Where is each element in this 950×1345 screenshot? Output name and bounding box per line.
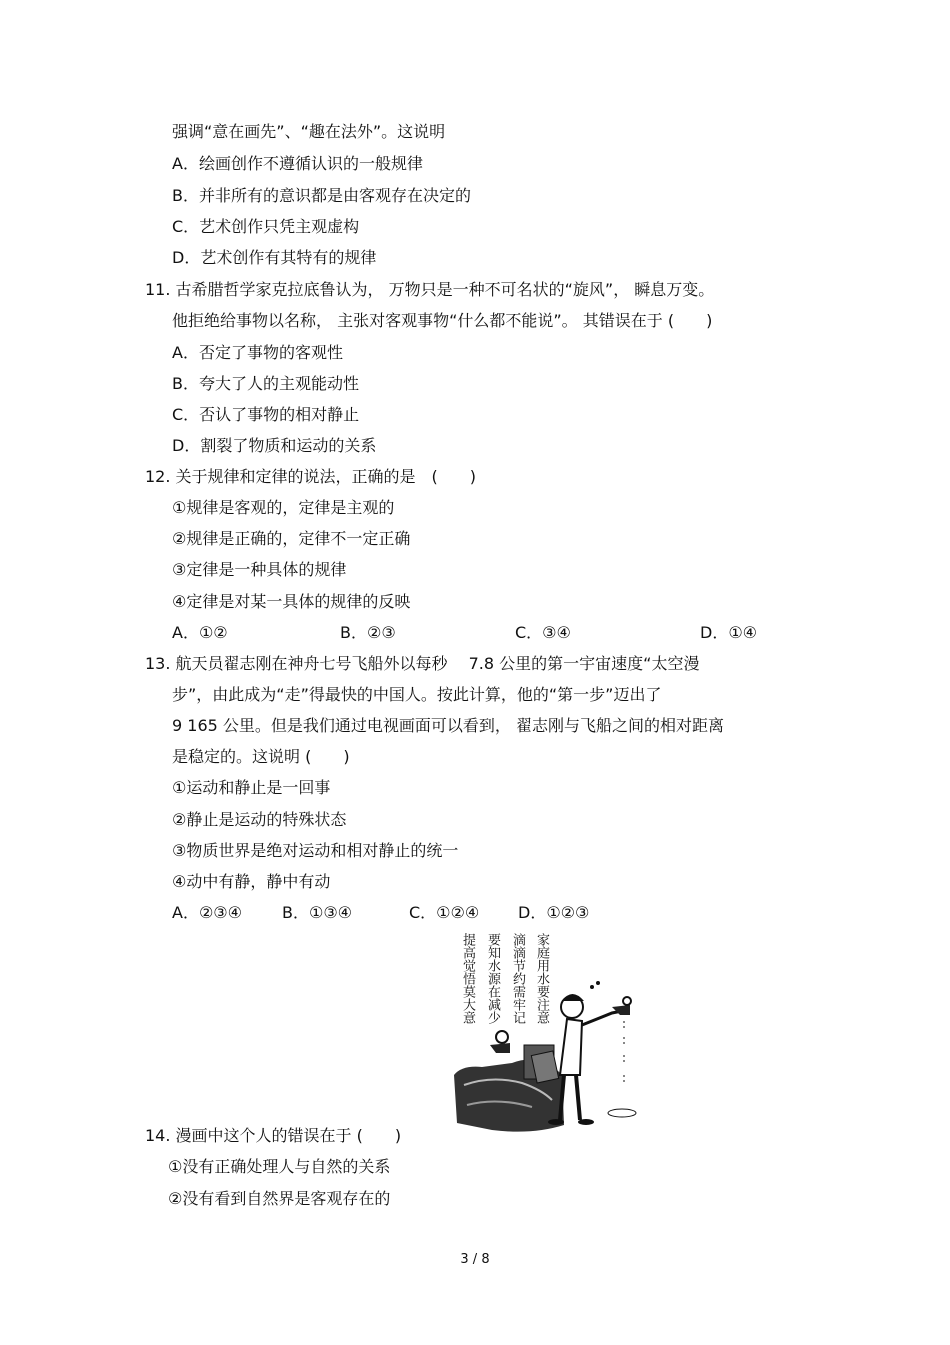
- q13-option-b: B．①③④: [282, 903, 353, 922]
- q11-option-a: A．否定了事物的客观性: [172, 343, 343, 362]
- q10-option-a: A．绘画创作不遵循认识的一般规律: [172, 154, 423, 173]
- cartoon-caption-col1: 家庭用水要注意: [534, 933, 549, 1024]
- q12-statement-4: ④定律是对某一具体的规律的反映: [172, 592, 411, 611]
- page-number: 3 / 8: [460, 1252, 490, 1267]
- q13-statement-1: ①运动和静止是一回事: [172, 778, 331, 797]
- q14-stem: 14. 漫画中这个人的错误在于 ( ): [145, 1126, 402, 1145]
- cartoon-drawing: [452, 925, 644, 1140]
- q14-statement-2: ②没有看到自然界是客观存在的: [168, 1189, 391, 1208]
- q12-statement-1: ①规律是客观的，定律是主观的: [172, 498, 395, 517]
- cartoon-caption-col2: 滴滴节约需牢记: [510, 933, 525, 1024]
- q12-statement-2: ②规律是正确的，定律不一定正确: [172, 529, 411, 548]
- q13-stem-line3: 9 165 公里。但是我们通过电视画面可以看到， 翟志刚与飞船之间的相对距离: [172, 716, 724, 735]
- q12-option-b: B．②③: [340, 623, 396, 642]
- q13-statement-4: ④动中有静，静中有动: [172, 872, 331, 891]
- q13-option-c: C．①②④: [409, 903, 480, 922]
- q11-option-c: C．否认了事物的相对静止: [172, 405, 360, 424]
- q14-statement-1: ①没有正确处理人与自然的关系: [168, 1157, 391, 1176]
- q13-option-a: A．②③④: [172, 903, 242, 922]
- q12-option-d: D．①④: [700, 623, 758, 642]
- q13-stem-line2: 步”，由此成为“走”得最快的中国人。按此计算，他的“第一步”迈出了: [172, 685, 662, 704]
- cartoon-caption-col3: 要知水源在减少: [485, 933, 500, 1024]
- water-saving-cartoon: [452, 925, 644, 1140]
- q13-option-d: D．①②③: [518, 903, 590, 922]
- q10-option-b: B．并非所有的意识都是由客观存在决定的: [172, 186, 471, 205]
- q10-option-c: C．艺术创作只凭主观虚构: [172, 217, 360, 236]
- q12-stem: 12. 关于规律和定律的说法，正确的是 ( ): [145, 467, 477, 486]
- q11-option-d: D．割裂了物质和运动的关系: [172, 436, 377, 455]
- q12-option-a: A．①②: [172, 623, 228, 642]
- cartoon-caption-col4: 提高觉悟莫大意: [460, 933, 475, 1024]
- q13-statement-2: ②静止是运动的特殊状态: [172, 810, 347, 829]
- q12-statement-3: ③定律是一种具体的规律: [172, 560, 347, 579]
- q10-stem-continuation: 强调“意在画先”、“趣在法外”。这说明: [172, 122, 446, 141]
- q13-stem-line1: 13. 航天员翟志刚在神舟七号飞船外以每秒 7.8 公里的第一宇宙速度“太空漫: [145, 654, 700, 673]
- q13-stem-line4: 是稳定的。这说明 ( ): [172, 747, 350, 766]
- q13-statement-3: ③物质世界是绝对运动和相对静止的统一: [172, 841, 459, 860]
- q11-stem-line2: 他拒绝给事物以名称， 主张对客观事物“什么都不能说”。 其错误在于 ( ): [172, 311, 713, 330]
- q11-option-b: B．夸大了人的主观能动性: [172, 374, 359, 393]
- q10-option-d: D．艺术创作有其特有的规律: [172, 248, 377, 267]
- q12-option-c: C．③④: [515, 623, 571, 642]
- q11-stem-line1: 11. 古希腊哲学家克拉底鲁认为， 万物只是一种不可名状的“旋风”， 瞬息万变。: [145, 280, 715, 299]
